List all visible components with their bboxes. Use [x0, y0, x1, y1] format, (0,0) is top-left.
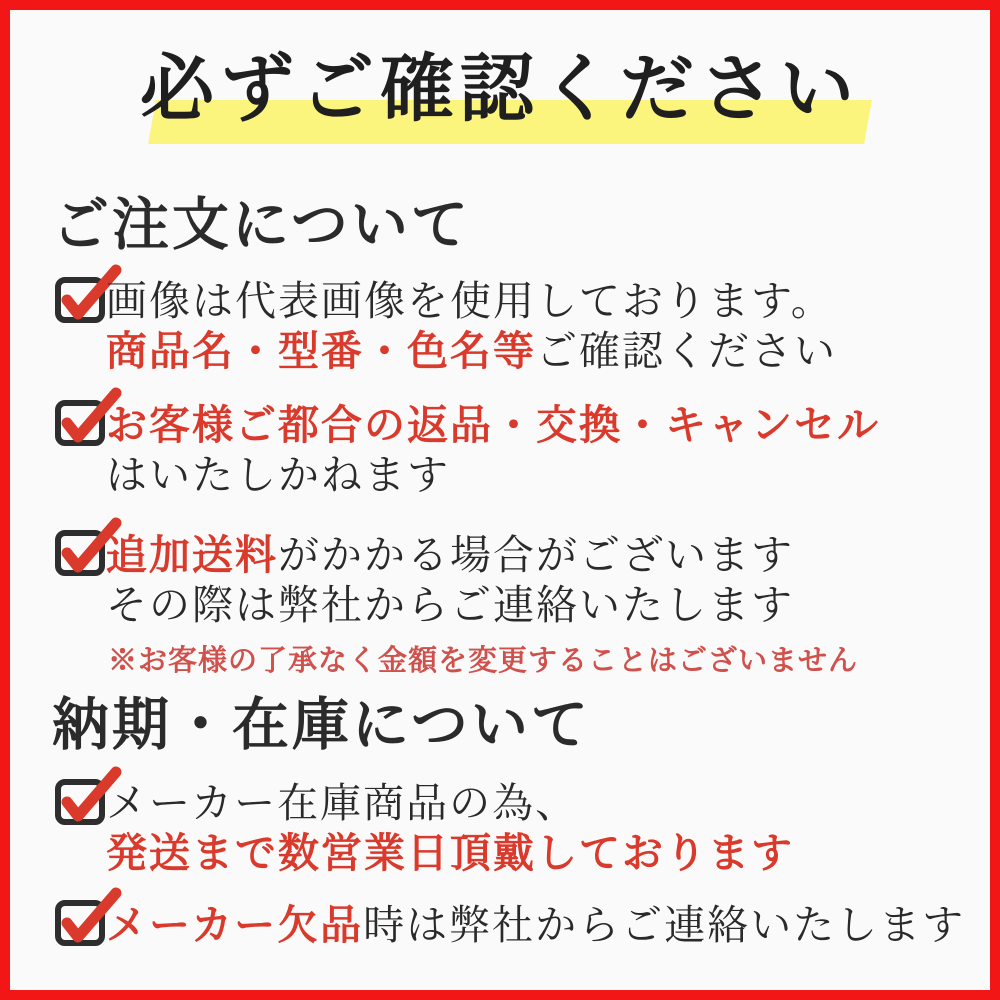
item-line [106, 326, 970, 376]
notice-item [106, 900, 970, 950]
text-segment-emphasis: 発送まで数営業日頂戴しております [106, 829, 794, 877]
text-segment: はいたしかねます [106, 451, 450, 499]
notice-item [106, 778, 970, 878]
item-line [106, 900, 970, 950]
text-segment: 時は弊社からご連絡いたします [363, 901, 966, 949]
item-line [106, 580, 970, 630]
text-segment-emphasis: 追加送料 [106, 531, 278, 579]
text-segment-emphasis: お客様ご都合の返品・交換・キャンセル [106, 401, 880, 449]
section-heading-orders: ご注文について [52, 191, 471, 258]
title-block [10, 46, 990, 162]
item-line [106, 828, 970, 878]
text-segment: その際は弊社からご連絡いたします [106, 581, 794, 629]
text-segment: ご確認ください [536, 327, 837, 375]
item-line [106, 778, 970, 828]
text-segment-emphasis: 商品名・型番・色名等 [106, 327, 536, 375]
notice-item [106, 400, 970, 500]
notice-item [106, 276, 970, 376]
text-segment-emphasis: メーカー欠品 [106, 901, 364, 949]
item-line [106, 276, 970, 326]
text-segment: がかかる場合がございます [278, 531, 794, 579]
item-line [106, 450, 970, 500]
item-line [106, 400, 970, 450]
section-heading-delivery-stock: 納期・在庫について [52, 691, 591, 758]
page-title: 必ずご確認ください [140, 46, 860, 132]
item-line [106, 530, 970, 580]
note-text: ※お客様の了承なく金額を変更することはございません [108, 643, 859, 677]
text-segment: メーカー在庫商品の為、 [106, 779, 579, 827]
notice-item [106, 530, 970, 630]
text-segment: 画像は代表画像を使用しております。 [106, 277, 834, 325]
